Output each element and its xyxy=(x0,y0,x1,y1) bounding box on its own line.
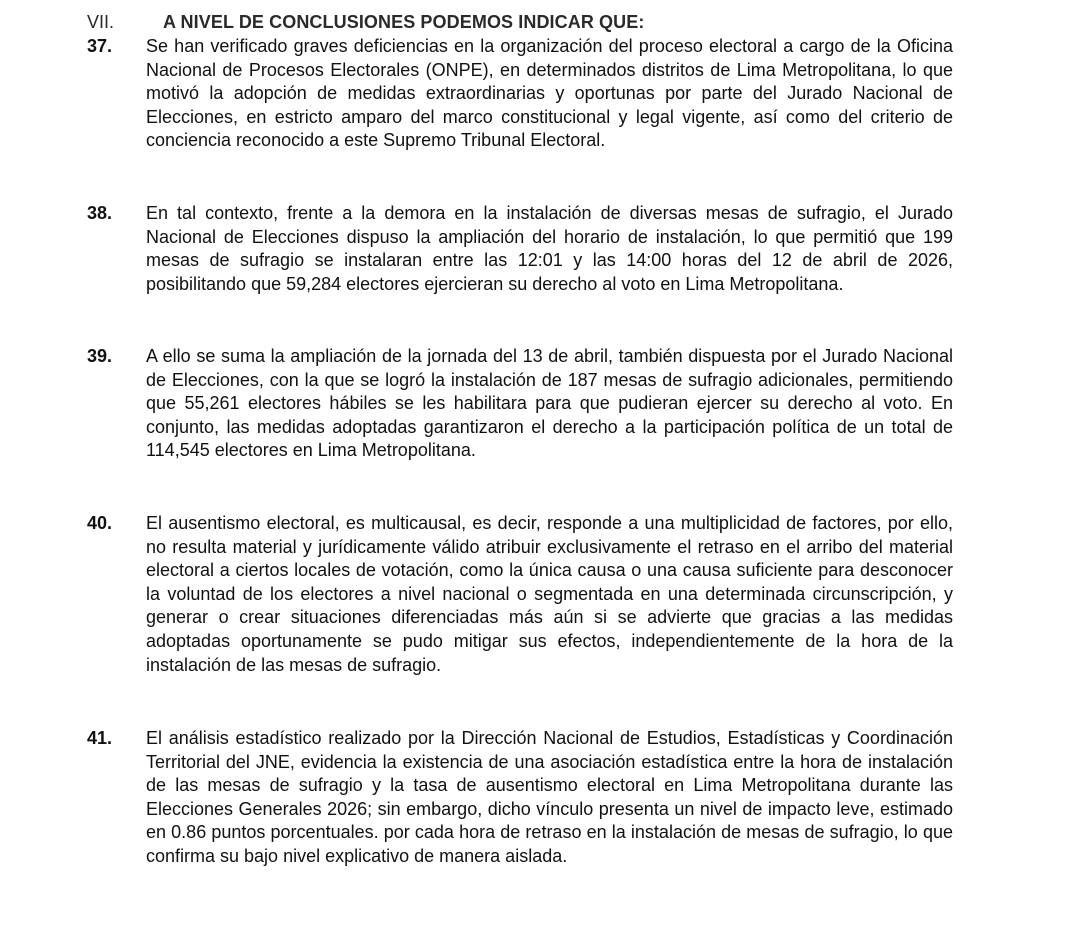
paragraph-number: 38. xyxy=(87,203,113,223)
paragraph-text: El análisis estadístico realizado por la Dirección Nacional de Estudios, Estadísticas y Coordinación Territorial del JNE, evidencia la existencia de una asociación estadística entre la hora de instalación de las mesas de sufragio y la tasa de ausentismo electoral en Lima Metropolitana durante las Elecciones Generales 2026; sin embargo, dicho vínculo presenta un nivel de impacto leve, estimado en 0.86 puntos porcentuales. por cada hora de retraso en la instalación de mesas de sufragio, lo que confirma su bajo nivel explicativo de manera aislada. xyxy=(146,728,953,866)
paragraph-text: Se han verificado graves deficiencias en la organización del proceso electoral a cargo de la Oficina Nacional de Procesos Electorales (ONPE), en determinados distritos de Lima Metropolitana, lo que motivó la adopción de medidas extraordinarias y oportunas por parte del Jurado Nacional de Elecciones, en estricto amparo del marco constitucional y legal vigente, así como del criterio de conciencia reconocido a este Supremo Tribunal Electoral. xyxy=(146,36,953,151)
section-number: VII. xyxy=(87,12,115,32)
section-title: A NIVEL DE CONCLUSIONES PODEMOS INDICAR QUE: xyxy=(163,12,645,32)
paragraph-number: 37. xyxy=(87,36,113,56)
section-heading xyxy=(87,10,987,34)
paragraph-text: A ello se suma la ampliación de la jornada del 13 de abril, también dispuesta por el Jurado Nacional de Elecciones, con la que se logró la instalación de 187 mesas de sufragio adicionales, permitiendo que 55,261 electores hábiles se les habilitara para que pudieran ejercer su derecho al voto. En conjunto, las medidas adoptadas garantizaron el derecho a la participación política de un total de 114,545 electores en Lima Metropolitana. xyxy=(146,346,953,461)
paragraph-number: 39. xyxy=(87,346,113,366)
paragraph-number: 41. xyxy=(87,728,113,748)
paragraph-number: 40. xyxy=(87,513,113,533)
paragraph-text: El ausentismo electoral, es multicausal, es decir, responde a una multiplicidad de factores, por ello, no resulta material y jurídicamente válido atribuir exclusivamente el retraso en el arribo del material electoral a ciertos locales de votación, como la única causa o una causa suficiente para desconocer la voluntad de los electores a nivel nacional o segmentada en una determinada circunscripción, y generar o crear situaciones diferenciadas más aún si se advierte que gracias a las medidas adoptadas oportunamente se pudo mitigar sus efectos, independientemente de la hora de la instalación de las mesas de sufragio. xyxy=(146,513,953,675)
paragraph-text: En tal contexto, frente a la demora en la instalación de diversas mesas de sufragio, el Jurado Nacional de Elecciones dispuso la ampliación del horario de instalación, lo que permitió que 199 mesas de sufragio se instalaran entre las 12:01 y las 14:00 horas del 12 de abril de 2026, posibilitando que 59,284 electores ejercieran su derecho al voto en Lima Metropolitana. xyxy=(146,203,953,294)
